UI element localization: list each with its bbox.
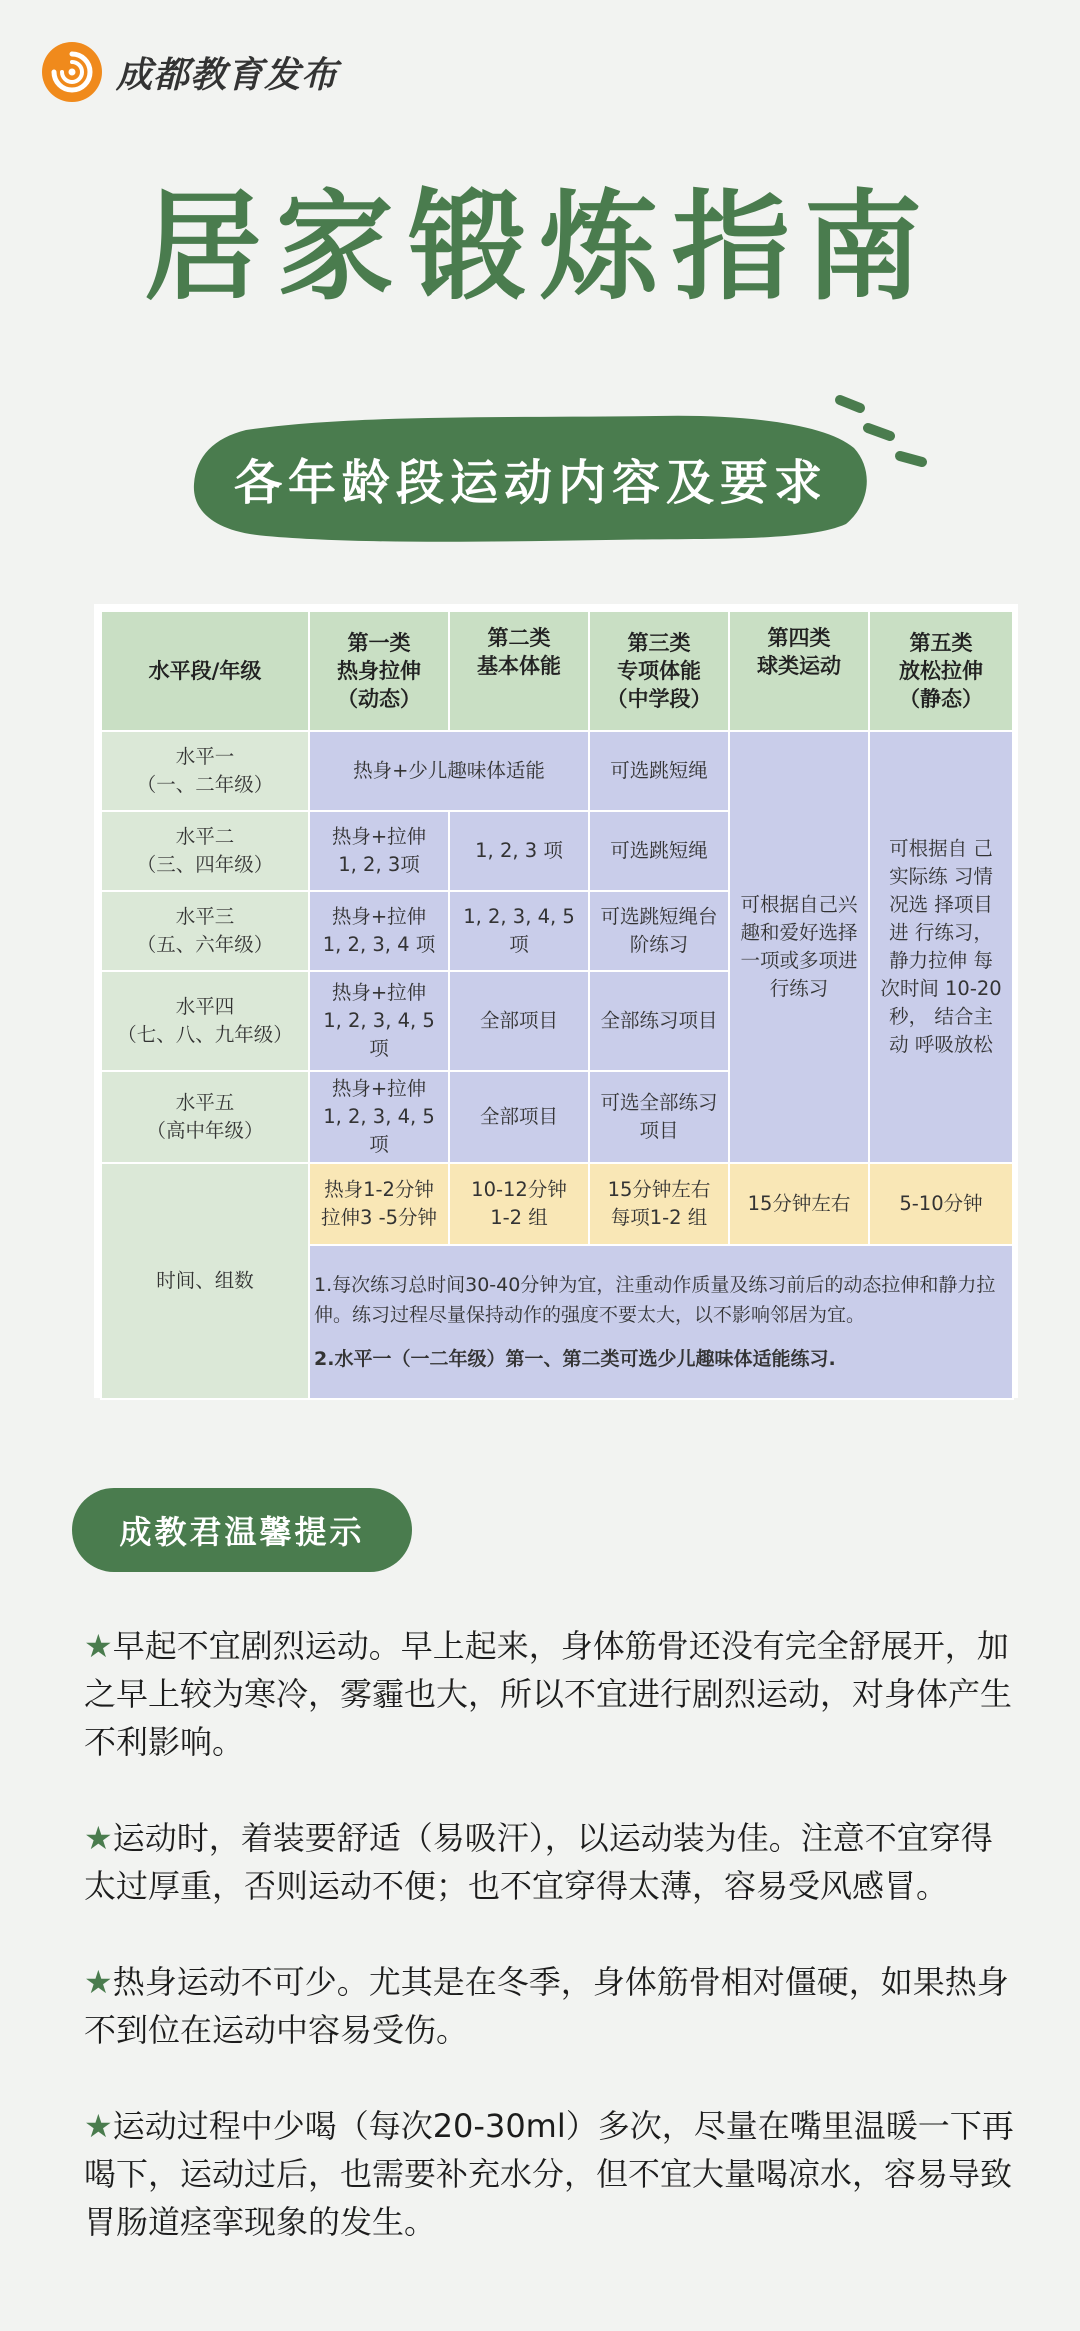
header-cat-2-line2: 基本体能	[477, 654, 561, 678]
cell-line: 项目	[639, 1119, 679, 1142]
header	[40, 40, 338, 104]
subtitle-banner	[186, 408, 876, 548]
grade-level: 水平四	[175, 995, 235, 1018]
cell-cat-2: 全部项目	[449, 971, 589, 1071]
cell-cat-1	[309, 811, 449, 891]
note-1: 1.每次练习总时间30-40分钟为宜，注重动作质量及练习前后的动态拉伸和静力拉伸。练习过程尽量保持动作的强度不要太大，以不影响邻居为宜。	[314, 1274, 996, 1326]
header-cat-3-line2: 专项体能	[617, 659, 701, 683]
header-cat-5-line3: （静态）	[899, 687, 983, 711]
header-cat-3-line3: （中学段）	[606, 687, 712, 711]
table-header-row	[101, 611, 1013, 731]
header-cat-3-line1: 第三类	[627, 631, 691, 655]
header-cat-5	[869, 611, 1013, 731]
cell-cat-2: 全部项目	[449, 1071, 589, 1163]
tip-paragraph	[84, 1622, 1024, 1766]
time-cell: 15分钟左右	[729, 1163, 869, 1245]
cell-cat-3: 全部练习项目	[589, 971, 729, 1071]
header-cat-1-line1: 第一类	[347, 631, 411, 655]
grade-cell	[101, 971, 309, 1071]
header-cat-4-line2: 球类运动	[757, 654, 841, 678]
grade-level: 水平二	[175, 825, 235, 848]
cell-cat-2: 1, 2, 3 项	[449, 811, 589, 891]
cell-cat-4-merged: 可根据自己兴趣和爱好选择一项或多项进行练习	[729, 731, 869, 1163]
grade-level: 水平五	[175, 1091, 235, 1114]
cell-line: 可选跳短绳台	[600, 905, 718, 928]
time-line: 10-12分钟	[471, 1178, 567, 1201]
cell-cat-3: 可选跳短绳	[589, 731, 729, 811]
tip-paragraph	[84, 2102, 1024, 2246]
tip-paragraph	[84, 1958, 1024, 2054]
header-corner: 水平段/年级	[101, 611, 309, 731]
grade-level: 水平三	[175, 905, 235, 928]
time-cell	[449, 1163, 589, 1245]
header-cat-3	[589, 611, 729, 731]
star-icon: ★	[84, 1819, 113, 1857]
grade-cell	[101, 731, 309, 811]
star-icon: ★	[84, 1963, 113, 2001]
tip-text: 运动时，着装要舒适（易吸汗），以运动装为佳。注意不宜穿得太过厚重，否则运动不便；也不宜穿得太薄，容易受风感冒。	[84, 1819, 993, 1905]
time-cell	[589, 1163, 729, 1245]
cell-cat-1	[309, 971, 449, 1071]
header-cat-2-line1: 第二类	[487, 626, 551, 650]
time-row	[101, 1163, 1013, 1245]
tips-title: 成教君温馨提示	[72, 1488, 412, 1572]
grade-level: 水平一	[175, 745, 235, 768]
notes-cell	[309, 1245, 1013, 1399]
header-cat-5-line2: 放松拉伸	[899, 659, 983, 683]
star-icon: ★	[84, 2107, 113, 2145]
cell-cat-5-merged: 可根据自 己实际练 习情况选 择项目进 行练习，静力拉伸 每次时间 10-20秒， 结合主动 呼吸放松	[869, 731, 1013, 1163]
header-cat-5-line1: 第五类	[909, 631, 973, 655]
subtitle: 各年龄段运动内容及要求	[233, 454, 828, 511]
tip-paragraph	[84, 1814, 1024, 1910]
grade-years: （三、四年级）	[136, 853, 274, 876]
time-line: 热身1-2分钟	[324, 1178, 434, 1201]
time-cell	[309, 1163, 449, 1245]
cell-cat-3	[589, 891, 729, 971]
header-cat-4	[729, 611, 869, 731]
note-2: 2.水平一（一二年级）第一、第二类可选少儿趣味体适能练习.	[314, 1348, 836, 1370]
cell-line: 1, 2, 3, 4, 5项	[323, 1105, 435, 1156]
exercise-table-frame	[94, 604, 1018, 1398]
brand-name: 成都教育发布	[116, 54, 339, 96]
grade-years: （七、八、九年级）	[117, 1023, 293, 1046]
star-icon: ★	[84, 1627, 113, 1665]
cell-cat-2	[449, 891, 589, 971]
cell-line: 热身+拉伸	[331, 905, 427, 928]
cell-line: 可选全部练习	[600, 1091, 718, 1114]
time-line: 每项1-2 组	[610, 1206, 708, 1229]
tip-text: 运动过程中少喝（每次20-30ml）多次，尽量在嘴里温暖一下再喝下，运动过后，也需要补充水分，但不宜大量喝凉水，容易导致胃肠道痉挛现象的发生。	[84, 2107, 1014, 2241]
grade-years: （高中年级）	[146, 1119, 264, 1142]
cell-cat-3	[589, 1071, 729, 1163]
cell-line: 1, 2, 3项	[338, 853, 420, 876]
grade-cell	[101, 811, 309, 891]
header-cat-1-line2: 热身拉伸	[337, 659, 421, 683]
header-cat-1-line3: （动态）	[337, 687, 421, 711]
table-row	[101, 731, 1013, 811]
cell-line: 热身+拉伸	[331, 981, 427, 1004]
cell-cat-1-2: 热身+少儿趣味体适能	[309, 731, 589, 811]
header-cat-2	[449, 611, 589, 731]
cell-line: 1, 2, 3, 4 项	[322, 933, 436, 956]
header-cat-4-line1: 第四类	[767, 626, 831, 650]
cell-line: 1, 2, 3, 4, 5	[463, 905, 575, 928]
cell-line: 项	[509, 933, 529, 956]
grade-years: （五、六年级）	[136, 933, 274, 956]
time-line: 拉伸3 -5分钟	[320, 1206, 438, 1229]
cell-cat-1	[309, 891, 449, 971]
time-cell: 5-10分钟	[869, 1163, 1013, 1245]
time-line: 1-2 组	[490, 1206, 548, 1229]
grade-cell	[101, 1071, 309, 1163]
cell-line: 1, 2, 3, 4, 5项	[323, 1009, 435, 1060]
cell-cat-3: 可选跳短绳	[589, 811, 729, 891]
tips-list	[84, 1622, 1024, 2294]
cell-line: 热身+拉伸	[331, 1077, 427, 1100]
tip-text: 早起不宜剧烈运动。早上起来，身体筋骨还没有完全舒展开，加之早上较为寒冷，雾霾也大，所以不宜进行剧烈运动，对身体产生不利影响。	[84, 1627, 1013, 1761]
tip-text: 热身运动不可少。尤其是在冬季，身体筋骨相对僵硬，如果热身不到位在运动中容易受伤。	[84, 1963, 1009, 2049]
swirl-logo-icon	[40, 40, 104, 104]
page-title: 居家锻炼指南	[143, 178, 936, 316]
time-label: 时间、组数	[101, 1163, 309, 1399]
cell-line: 热身+拉伸	[331, 825, 427, 848]
cell-cat-1	[309, 1071, 449, 1163]
time-line: 15分钟左右	[607, 1178, 711, 1201]
grade-years: （一、二年级）	[136, 773, 274, 796]
header-cat-1	[309, 611, 449, 731]
exercise-table	[100, 610, 1014, 1400]
grade-cell	[101, 891, 309, 971]
cell-line: 阶练习	[629, 933, 689, 956]
